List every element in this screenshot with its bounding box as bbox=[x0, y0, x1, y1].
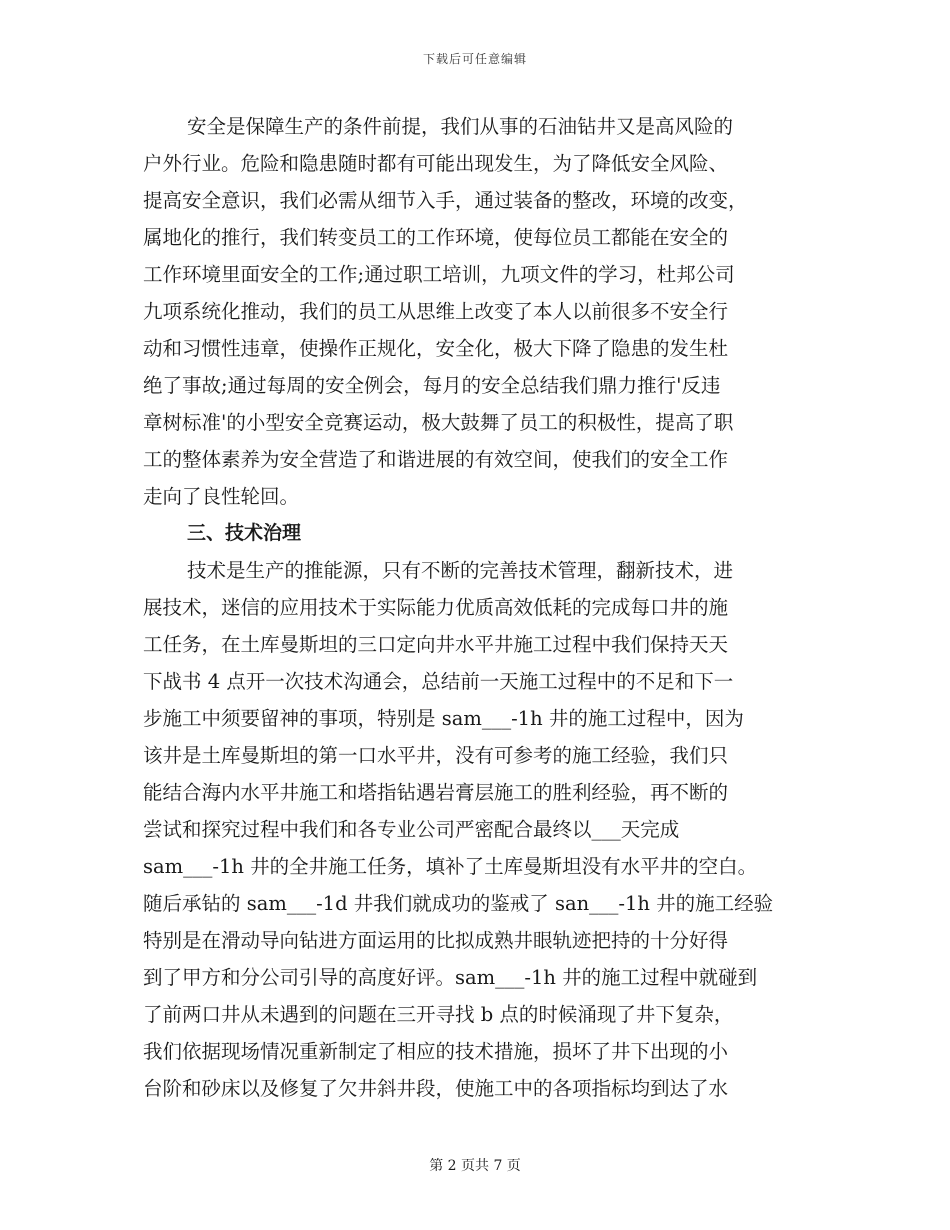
text-line: 章树标准'的小型安全竞赛运动，极大鼓舞了员工的积极性，提高了职 bbox=[143, 411, 734, 434]
text-line: 特别是在滑动导向钻进方面运用的比拟成熟井眼轨迹把持的十分好得 bbox=[143, 929, 729, 952]
text-line: sam___-1h 井的全井施工任务，填补了土库曼斯坦没有水平井的空白。 bbox=[143, 855, 758, 878]
text-line: 台阶和砂床以及修复了欠井斜井段，使施工中的各项指标均到达了水 bbox=[143, 1077, 729, 1100]
text-line: 工的整体素养为安全营造了和谐进展的有效空间，使我们的安全工作 bbox=[143, 448, 729, 471]
document-body bbox=[143, 108, 813, 1107]
text-line: 安全是保障生产的条件前提，我们从事的石油钻井又是高风险的 bbox=[187, 115, 734, 138]
text-line: 能结合海内水平井施工和塔指钻遇岩膏层施工的胜利经验，再不断的 bbox=[143, 781, 729, 804]
text-line: 了前两口井从未遇到的问题在三开寻找 b 点的时候涌现了井下复杂， bbox=[143, 1003, 734, 1026]
text-line: 下战书 4 点开一次技术沟通会，总结前一天施工过程中的不足和下一 bbox=[143, 670, 734, 693]
text-line: 我们依据现场情况重新制定了相应的技术措施，损坏了井下出现的小 bbox=[143, 1040, 729, 1063]
text-line: 户外行业。危险和隐患随时都有可能出现发生，为了降低安全风险、 bbox=[143, 152, 729, 175]
text-line: 尝试和探究过程中我们和各专业公司严密配合最终以___天完成 bbox=[143, 818, 680, 841]
text-line: 动和习惯性违章，使操作正规化，安全化，极大下降了隐患的发生杜 bbox=[143, 337, 729, 360]
text-line: 工任务，在土库曼斯坦的三口定向井水平井施工过程中我们保持天天 bbox=[143, 633, 729, 656]
text-line: 技术是生产的推能源，只有不断的完善技术管理，翻新技术，进 bbox=[187, 559, 734, 582]
text-line: 走向了良性轮回。 bbox=[143, 485, 300, 508]
text-line: 属地化的推行，我们转变员工的工作环境，使每位员工都能在安全的 bbox=[143, 226, 729, 249]
text-line: 工作环境里面安全的工作;通过职工培训，九项文件的学习，杜邦公司 bbox=[143, 263, 735, 286]
page-header: 下载后可任意编辑 bbox=[422, 52, 527, 66]
text-line: 展技术，迷信的应用技术于实际能力优质高效低耗的完成每口井的施 bbox=[143, 596, 729, 619]
text-line: 步施工中须要留神的事项，特别是 sam___-1h 井的施工过程中，因为 bbox=[143, 707, 744, 730]
section-heading: 三、技术治理 bbox=[187, 522, 302, 544]
text-line: 该井是土库曼斯坦的第一口水平井，没有可参考的施工经验，我们只 bbox=[143, 744, 729, 767]
text-line: 随后承钻的 sam___-1d 井我们就成功的鉴戒了 san___-1h 井的施工经验 bbox=[143, 892, 774, 915]
text-line: 绝了事故;通过每周的安全例会，每月的安全总结我们鼎力推行'反违 bbox=[143, 374, 721, 397]
text-line: 到了甲方和分公司引导的高度好评。sam___-1h 井的施工过程中就碰到 bbox=[143, 966, 758, 989]
text-line: 提高安全意识，我们必需从细节入手，通过装备的整改，环境的改变， bbox=[143, 189, 748, 212]
page-number-footer: 第 2 页共 7 页 bbox=[429, 1158, 521, 1174]
text-line: 九项系统化推动，我们的员工从思维上改变了本人以前很多不安全行 bbox=[143, 300, 729, 323]
